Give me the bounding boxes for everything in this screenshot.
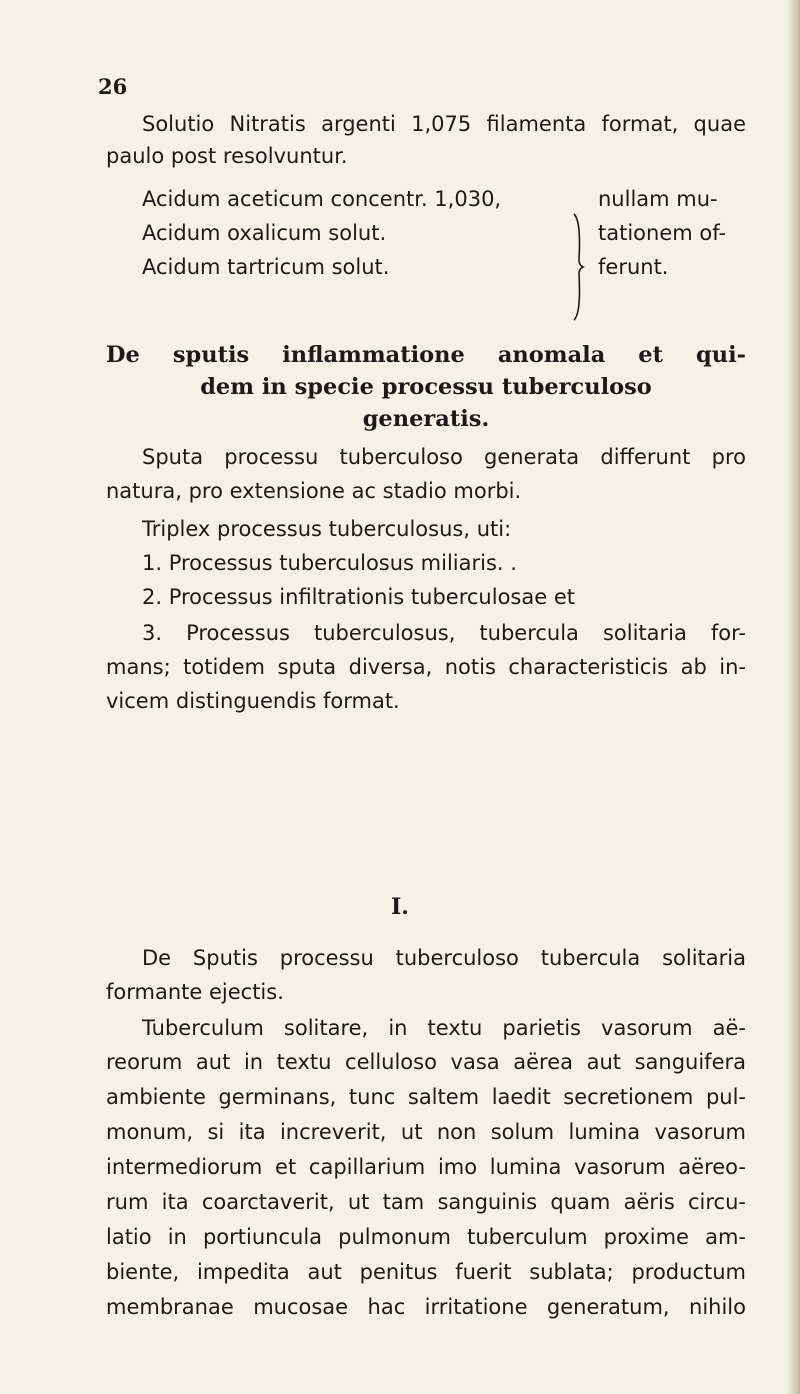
body-line: monum, si ita increverit, ut non solum lumina vasorum — [106, 1120, 746, 1144]
list-item: 3. Processus tuberculosus, tubercula solitaria for- — [142, 621, 746, 645]
body-line: ambiente germinans, tunc saltem laedit secretionem pul- — [106, 1085, 746, 1109]
acid-item: Acidum oxalicum solut. — [142, 221, 387, 245]
body-line: membranae mucosae hac irritatione generatum, nihilo — [106, 1295, 746, 1319]
acid-item: Acidum tartricum solut. — [142, 255, 390, 279]
acid-result-line: tationem of- — [598, 221, 727, 245]
section-heading: generatis. — [362, 406, 490, 432]
page-edge-shadow — [786, 0, 800, 1394]
section-title: formante ejectis. — [106, 980, 284, 1004]
paragraph-line: natura, pro extensione ac stadio morbi. — [106, 479, 522, 503]
section-heading: De sputis inflammatione anomala et qui- — [106, 342, 746, 368]
section-number: I. — [391, 894, 409, 920]
paragraph-line: Solutio Nitratis argenti 1,075 filamenta format, quae — [142, 112, 746, 136]
body-line: intermediorum et capillarium imo lumina vasorum aëreo- — [106, 1155, 746, 1179]
body-line: latio in portiuncula pulmonum tuberculum proxime am- — [106, 1225, 746, 1249]
body-line: rum ita coarctaverit, ut tam sanguinis quam aëris circu- — [106, 1190, 746, 1214]
paragraph-line: Triplex processus tuberculosus, uti: — [142, 517, 512, 541]
curly-brace-icon — [571, 212, 585, 322]
list-item-continuation: vicem distinguendis format. — [106, 689, 400, 713]
body-line: reorum aut in textu celluloso vasa aërea aut sanguifera — [106, 1050, 746, 1074]
section-title: De Sputis processu tuberculoso tubercula solitaria — [142, 946, 746, 970]
acid-result-line: ferunt. — [598, 255, 669, 279]
list-item: 1. Processus tuberculosus miliaris. . — [142, 551, 517, 575]
list-item: 2. Processus infiltrationis tuberculosae et — [142, 585, 575, 609]
acid-item: Acidum aceticum concentr. 1,030, — [142, 187, 502, 211]
page-number: 26 — [98, 74, 128, 99]
paragraph-line: Sputa processu tuberculoso generata differunt pro — [142, 445, 746, 469]
section-heading: dem in specie processu tuberculoso — [200, 374, 652, 400]
body-line: Tuberculum solitare, in textu parietis vasorum aë- — [142, 1016, 746, 1040]
list-item-continuation: mans; totidem sputa diversa, notis characteristicis ab in- — [106, 655, 746, 679]
paragraph-line: paulo post resolvuntur. — [106, 144, 348, 168]
body-line: biente, impedita aut penitus fuerit sublata; productum — [106, 1260, 746, 1284]
acid-result-line: nullam mu- — [598, 187, 718, 211]
